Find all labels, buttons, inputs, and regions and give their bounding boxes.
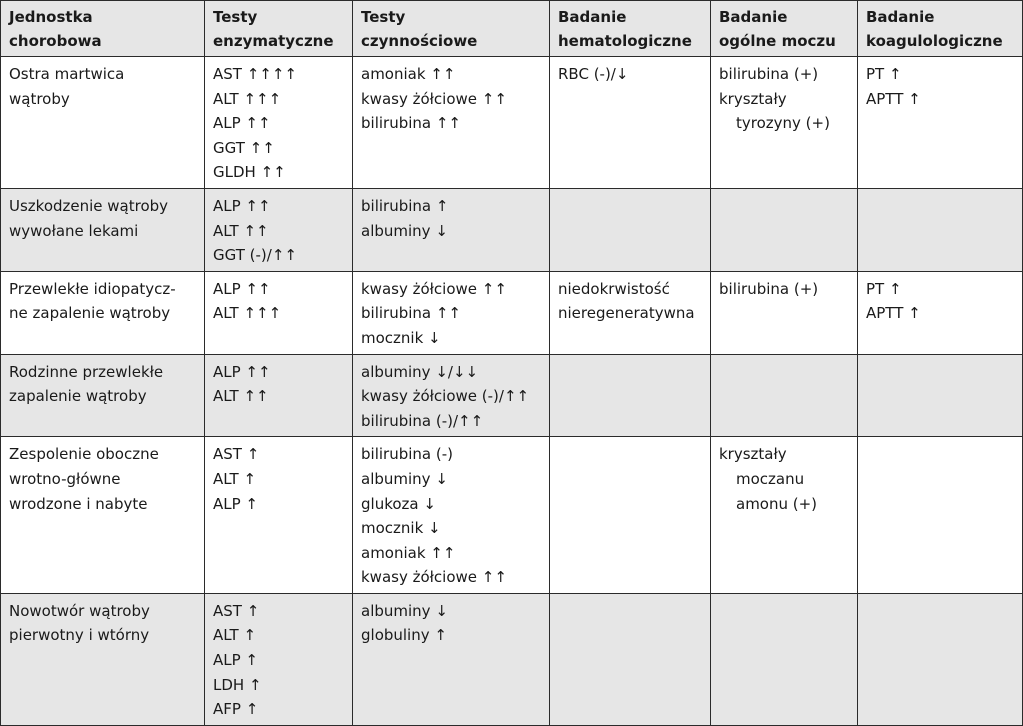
header-functional-line1: Testy [361,8,406,26]
cell-line: wrotno-główne [9,469,121,488]
cell-functional [353,188,550,271]
cell-line: wrodzone i nabyte [9,494,148,513]
cell-coag [858,57,1023,189]
cell-line: nieregeneratywna [558,304,695,323]
header-urine-line2: ogólne moczu [719,32,836,50]
header-disease-line2: chorobowa [9,32,102,50]
cell-line: albuminy ↓ [361,601,448,620]
cell-line: AST ↑ [213,601,260,620]
header-disease [1,1,205,57]
cell-line: bilirubina (-) [361,445,453,464]
cell-disease [1,188,205,271]
cell-enzymatic [205,188,353,271]
cell-line: AST ↑ [213,445,260,464]
cell-line: GGT ↑↑ [213,138,275,157]
cell-line: amoniak ↑↑ [361,65,456,83]
cell-functional [353,271,550,354]
cell-line: ALT ↑ [213,469,257,488]
header-row [1,1,1023,57]
cell-line: albuminy ↓ [361,469,448,488]
table-row [1,354,1023,437]
cell-line: ALP ↑↑ [213,279,271,298]
cell-coag [858,593,1023,725]
header-hematologic-line2: hematologiczne [558,32,692,50]
cell-urine [711,437,858,594]
cell-line: bilirubina ↑↑ [361,304,461,323]
cell-line: ALP ↑↑ [213,362,271,381]
cell-line: glukoza ↓ [361,494,436,513]
header-coag-line2: koagulologiczne [866,32,1003,50]
cell-disease [1,437,205,594]
header-functional [353,1,550,57]
cell-line: Uszkodzenie wątroby [9,196,169,215]
cell-line: ALT ↑↑ [213,387,269,406]
cell-line: ALT ↑↑ [213,221,269,240]
cell-line: AST ↑↑↑↑ [213,65,297,83]
cell-hematologic [550,354,711,437]
cell-line: ALT ↑↑↑ [213,89,282,108]
cell-line: PT ↑ [866,65,902,83]
cell-line: amonu (+) [736,494,818,513]
cell-line: bilirubina ↑ [361,196,449,215]
header-enzymatic-line1: Testy [213,8,258,26]
cell-line: kryształy [719,445,787,464]
cell-hematologic [550,188,711,271]
cell-hematologic [550,57,711,189]
cell-urine [711,593,858,725]
cell-line: tyrozyny (+) [736,114,830,133]
cell-line: ne zapalenie wątroby [9,304,171,323]
cell-line: ALP ↑↑ [213,114,271,133]
header-urine [711,1,858,57]
cell-functional [353,57,550,189]
cell-line: amoniak ↑↑ [361,543,456,562]
header-disease-line1: Jednostka [9,8,93,26]
cell-coag [858,354,1023,437]
cell-enzymatic [205,57,353,189]
cell-line: niedokrwistość [558,279,670,298]
cell-line: GLDH ↑↑ [213,163,286,182]
cell-enzymatic [205,593,353,725]
header-urine-line1: Badanie [719,8,788,26]
cell-line: Nowotwór wątroby [9,601,150,620]
cell-enzymatic [205,437,353,594]
header-enzymatic [205,1,353,57]
cell-hematologic [550,271,711,354]
cell-enzymatic [205,271,353,354]
cell-line: Zespolenie oboczne [9,445,159,464]
cell-line: APTT ↑ [866,304,921,323]
cell-line: GGT (-)/↑↑ [213,246,297,265]
header-hematologic [550,1,711,57]
cell-line: globuliny ↑ [361,626,447,645]
cell-hematologic [550,437,711,594]
cell-line: bilirubina (+) [719,279,819,298]
cell-line: bilirubina ↑↑ [361,114,461,133]
cell-line: wywołane lekami [9,221,139,240]
cell-line: ALP ↑ [213,494,258,513]
cell-line: pierwotny i wtórny [9,626,150,645]
cell-line: albuminy ↓/↓↓ [361,362,479,381]
cell-line: kwasy żółciowe (-)/↑↑ [361,387,530,406]
cell-line: ALP ↑ [213,651,258,670]
cell-disease [1,354,205,437]
header-hematologic-line1: Badanie [558,8,627,26]
cell-line: mocznik ↓ [361,328,441,347]
cell-line: ALT ↑↑↑ [213,304,282,323]
cell-line: Ostra martwica [9,65,125,83]
table-row [1,188,1023,271]
cell-line: PT ↑ [866,279,902,298]
cell-coag [858,188,1023,271]
cell-enzymatic [205,354,353,437]
cell-line: bilirubina (+) [719,65,819,83]
cell-functional [353,354,550,437]
cell-line: albuminy ↓ [361,221,448,240]
cell-line: AFP ↑ [213,700,259,719]
cell-disease [1,593,205,725]
header-enzymatic-line2: enzymatyczne [213,32,334,50]
cell-line: APTT ↑ [866,89,921,108]
cell-functional [353,593,550,725]
cell-line: ALT ↑ [213,626,257,645]
cell-line: bilirubina (-)/↑↑ [361,411,484,430]
cell-line: wątroby [9,89,70,108]
cell-hematologic [550,593,711,725]
cell-urine [711,354,858,437]
header-coag-line1: Badanie [866,8,935,26]
cell-line: kwasy żółciowe ↑↑ [361,568,507,587]
cell-line: Przewlekłe idiopatycz- [9,279,176,298]
cell-line: Rodzinne przewlekłe [9,362,164,381]
cell-line: ALP ↑↑ [213,196,271,215]
cell-coag [858,271,1023,354]
cell-line: moczanu [736,469,805,488]
cell-line: kryształy [719,89,787,108]
cell-disease [1,271,205,354]
header-coag [858,1,1023,57]
cell-functional [353,437,550,594]
cell-line: mocznik ↓ [361,519,441,538]
cell-urine [711,188,858,271]
cell-line: RBC (-)/↓ [558,65,629,83]
header-functional-line2: czynnościowe [361,32,478,50]
table-row [1,271,1023,354]
cell-urine [711,271,858,354]
cell-disease [1,57,205,189]
cell-line: LDH ↑ [213,675,262,694]
cell-urine [711,57,858,189]
table-row [1,57,1023,189]
cell-line: kwasy żółciowe ↑↑ [361,279,507,298]
cell-line: kwasy żółciowe ↑↑ [361,89,507,108]
cell-coag [858,437,1023,594]
table-row [1,593,1023,725]
cell-line: zapalenie wątroby [9,387,147,406]
table-row [1,437,1023,594]
